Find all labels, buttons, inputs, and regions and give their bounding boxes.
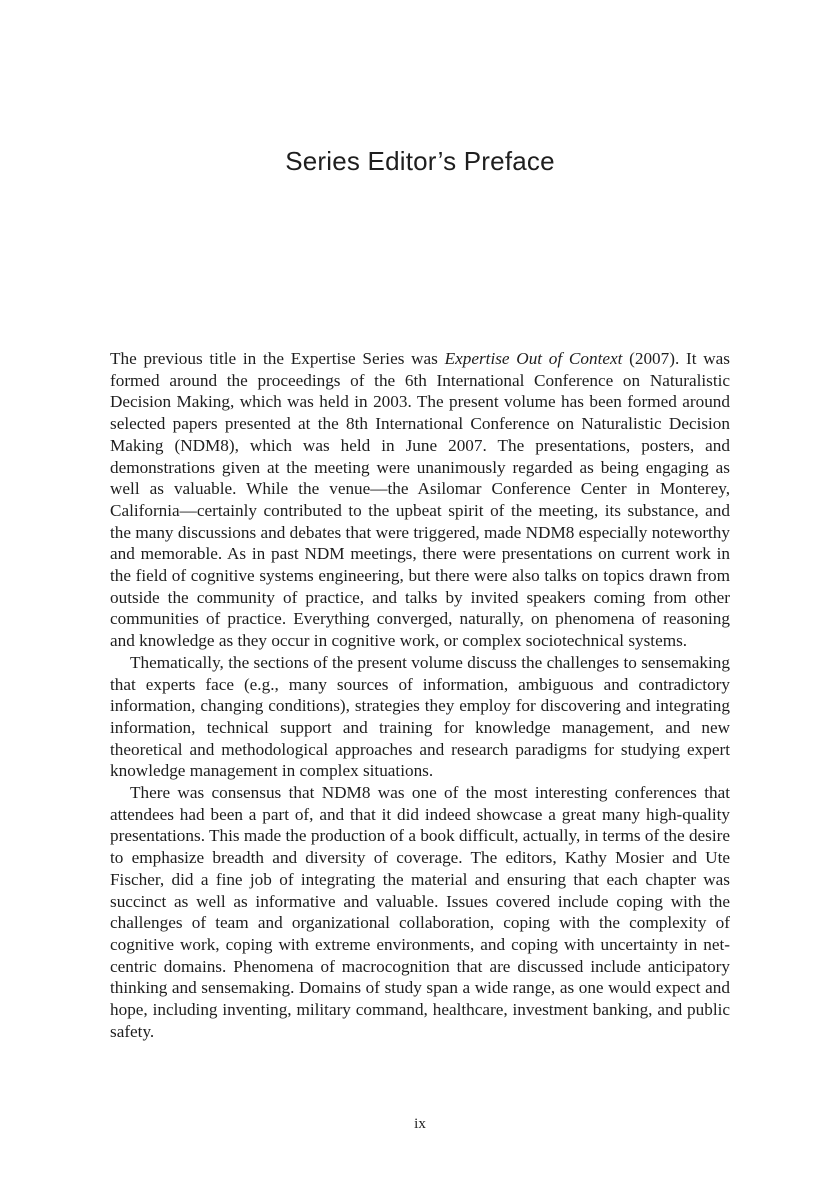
paragraph-1-rest: (2007). It was formed around the proceedings of the 6th International Conference on Naturalistic Decision Making, which was held in 2003. The present volume has been formed around selected papers presented at the 8th International Conference on Naturalistic Decision Making (NDM8), which was held in June 2007. The presentations, posters, and demonstrations given at the meeting were unanimously regarded as being engaging as well as valuable. While the venue—the Asilomar Conference Center in Monterey, California—certainly contributed to the upbeat spirit of the meeting, its substance, and the many discussions and debates that were triggered, made NDM8 especially noteworthy and memorable. As in past NDM meetings, there were presentations on current work in the field of cognitive systems engineering, but there were also talks on topics drawn from outside the community of practice, and talks by invited speakers coming from other communities of practice. Everything converged, naturally, on phenomena of reasoning and knowledge as they occur in cognitive work, or complex sociotechnical systems. — [110, 349, 730, 651]
book-title-italic: Expertise Out of Context — [444, 349, 623, 368]
paragraph-1-lead: The previous title in the Expertise Series was — [110, 349, 445, 368]
paragraph-1 — [110, 348, 730, 652]
paragraph-3: There was consensus that NDM8 was one of the most interesting conferences that attendees had been a part of, and that it did indeed showcase a great many high-quality presentations. This made the production of a book difficult, actually, in terms of the desire to emphasize breadth and diversity of coverage. The editors, Kathy Mosier and Ute Fischer, did a fine job of integrating the material and ensuring that each chapter was succinct as well as informative and valuable. Issues covered include coping with the challenges of team and organizational collaboration, coping with the complexity of cognitive work, coping with extreme environments, and coping with uncertainty in net-centric domains. Phenomena of macrocognition that are discussed include anticipatory thinking and sensemaking. Domains of study span a wide range, as one would expect and hope, including inventing, military command, healthcare, investment banking, and public safety. — [110, 783, 730, 1041]
preface-body — [110, 348, 730, 1043]
paragraph-2: Thematically, the sections of the present volume discuss the challenges to sensemaking that experts face (e.g., many sources of information, ambiguous and contradictory information, changing conditions), strategies they employ for discovering and integrating information, technical support and training for knowledge management, and new theoretical and methodological approaches and research paradigms for studying expert knowledge management in complex situations. — [110, 652, 730, 781]
page-title: Series Editor’s Preface — [285, 146, 555, 176]
page-number: ix — [414, 1116, 426, 1132]
